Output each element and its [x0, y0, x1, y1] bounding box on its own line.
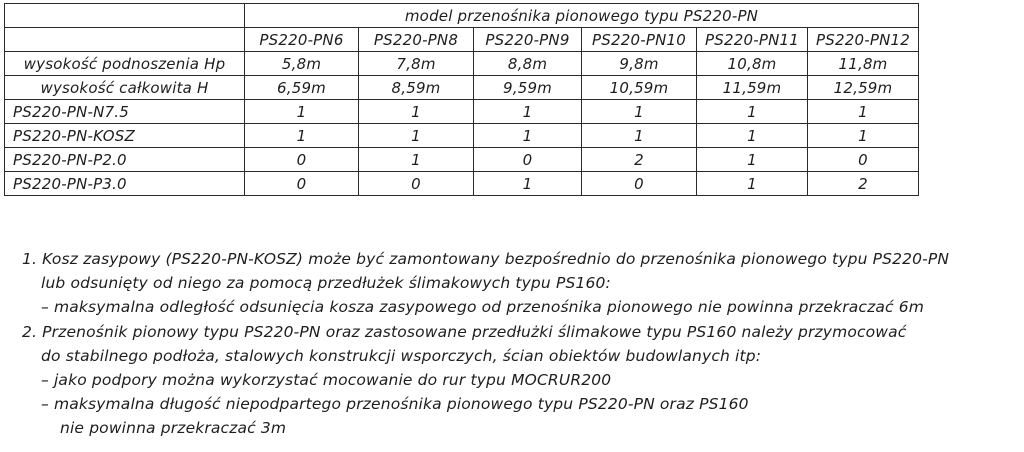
- value-cell: 0: [245, 172, 359, 196]
- value-cell: 8,8m: [474, 52, 582, 76]
- value-cell: 6,59m: [245, 76, 359, 100]
- value-cell: 1: [359, 124, 474, 148]
- value-cell: 1: [359, 148, 474, 172]
- value-cell: 2: [582, 148, 697, 172]
- value-cell: 0: [582, 172, 697, 196]
- value-cell: 1: [808, 124, 919, 148]
- table-row: [5, 148, 919, 172]
- model-header-cell: PS220-PN9: [474, 28, 582, 52]
- note-1-line-1: 1. Kosz zasypowy (PS220-PN-KOSZ) może być zamontowany bezpośrednio do przenośnika pionowego typu PS220-PN: [22, 250, 950, 268]
- model-header-cell: PS220-PN11: [697, 28, 808, 52]
- value-cell: 9,59m: [474, 76, 582, 100]
- table-corner-cell: [5, 4, 245, 28]
- value-cell: 0: [245, 148, 359, 172]
- row-label-cell: PS220-PN-P3.0: [5, 172, 245, 196]
- group-header-cell: model przenośnika pionowego typu PS220-PN: [245, 4, 919, 28]
- row-label-cell: PS220-PN-N7.5: [5, 100, 245, 124]
- model-header-cell: PS220-PN8: [359, 28, 474, 52]
- value-cell: 1: [582, 124, 697, 148]
- model-header-cell: PS220-PN6: [245, 28, 359, 52]
- value-cell: 8,59m: [359, 76, 474, 100]
- value-cell: 9,8m: [582, 52, 697, 76]
- model-header-cell: PS220-PN10: [582, 28, 697, 52]
- table-row: [5, 124, 919, 148]
- table-header-row-models: [5, 28, 919, 52]
- row-label-cell: PS220-PN-KOSZ: [5, 124, 245, 148]
- value-cell: 0: [359, 172, 474, 196]
- value-cell: 1: [697, 148, 808, 172]
- row-label-cell: wysokość całkowita H: [5, 76, 245, 100]
- note-1-line-2: lub odsunięty od niego za pomocą przedłużek ślimakowych typu PS160:: [41, 274, 611, 293]
- value-cell: 1: [245, 100, 359, 124]
- note-2-line-1: 2. Przenośnik pionowy typu PS220-PN oraz zastosowane przedłużki ślimakowe typu PS160 należy przymocować: [22, 322, 907, 341]
- value-cell: 1: [474, 100, 582, 124]
- value-cell: 11,59m: [697, 76, 808, 100]
- value-cell: 7,8m: [359, 52, 474, 76]
- value-cell: 1: [808, 100, 919, 124]
- row-label-cell: PS220-PN-P2.0: [5, 148, 245, 172]
- value-cell: 10,8m: [697, 52, 808, 76]
- value-cell: 5,8m: [245, 52, 359, 76]
- notes-section: [22, 247, 949, 441]
- value-cell: 1: [245, 124, 359, 148]
- table-row: [5, 52, 919, 76]
- value-cell: 10,59m: [582, 76, 697, 100]
- table-row: [5, 172, 919, 196]
- value-cell: 1: [582, 100, 697, 124]
- value-cell: 1: [697, 100, 808, 124]
- table-header-row-group: [5, 4, 919, 28]
- value-cell: 1: [474, 124, 582, 148]
- note-2-bullet-2: – maksymalna długość niepodpartego przenośnika pionowego typu PS220-PN oraz PS160: [41, 395, 749, 414]
- value-cell: 1: [359, 100, 474, 124]
- model-spec-table: [4, 3, 919, 196]
- table-row: [5, 76, 919, 100]
- row-label-cell: wysokość podnoszenia Hp: [5, 52, 245, 76]
- note-2-line-2: do stabilnego podłoża, stalowych konstrukcji wsporczych, ścian obiektów budowlanych itp:: [41, 346, 762, 365]
- value-cell: 1: [697, 172, 808, 196]
- note-1-bullet-1: – maksymalna odległość odsunięcia kosza zasypowego od przenośnika pionowego nie powinna przekraczać 6m: [41, 298, 925, 317]
- value-cell: 12,59m: [808, 76, 919, 100]
- value-cell: 1: [474, 172, 582, 196]
- value-cell: 1: [697, 124, 808, 148]
- value-cell: 0: [474, 148, 582, 172]
- note-2-bullet-1: – jako podpory można wykorzystać mocowanie do rur typu MOCRUR200: [41, 371, 612, 390]
- table-row: [5, 100, 919, 124]
- model-header-cell: PS220-PN12: [808, 28, 919, 52]
- value-cell: 0: [808, 148, 919, 172]
- note-2-bullet-2-continued: nie powinna przekraczać 3m: [60, 419, 287, 438]
- value-cell: 11,8m: [808, 52, 919, 76]
- value-cell: 2: [808, 172, 919, 196]
- table-corner-cell: [5, 28, 245, 52]
